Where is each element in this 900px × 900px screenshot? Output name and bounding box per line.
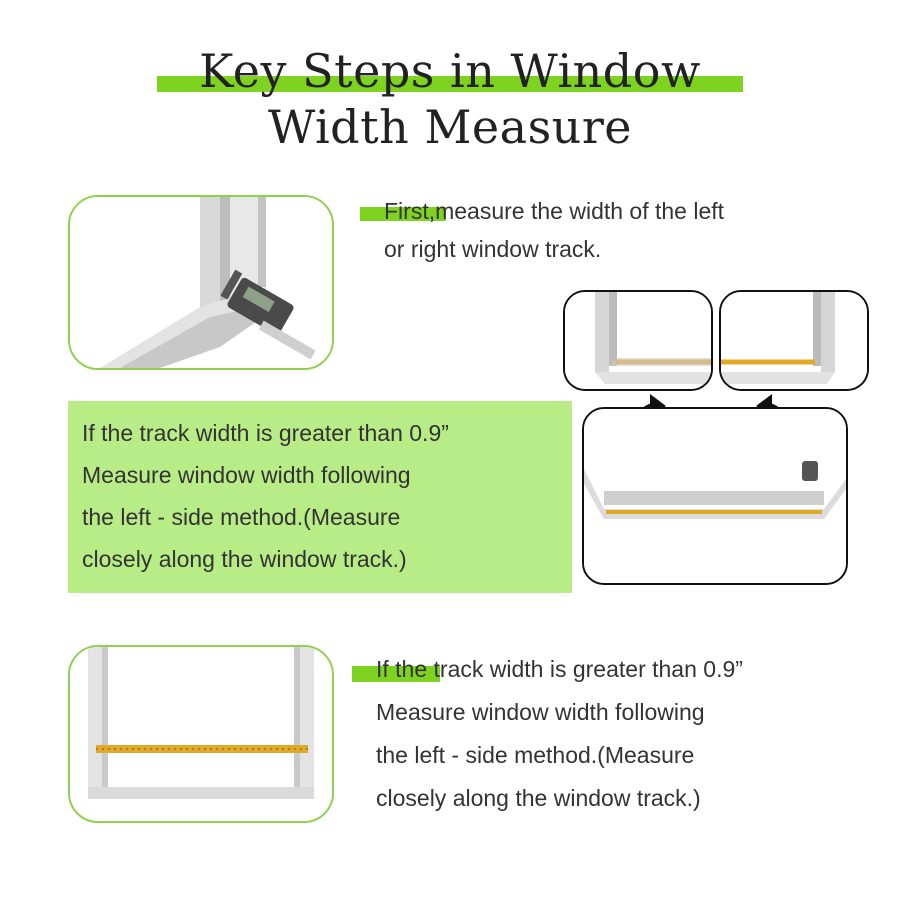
caliper-measure-photo [68, 195, 334, 370]
step2-line: Measure window width following [82, 462, 411, 488]
step3-line: Measure window width following [376, 699, 705, 725]
tape-measure-icon [96, 745, 308, 753]
page-title-line1: Key Steps in Window [199, 44, 701, 98]
step1-line1: measure the width of the left [435, 198, 725, 224]
step2-text [82, 412, 562, 580]
page-title-line2: Width Measure [267, 100, 633, 154]
step2-line: closely along the window track.) [82, 546, 407, 572]
step3-text [376, 648, 856, 820]
step1-highlight-word: First, [384, 198, 436, 224]
step3-line: the left - side method.(Measure [376, 742, 695, 768]
step1-text [384, 192, 854, 268]
step1-line2: or right window track. [384, 236, 602, 262]
step2-line: If the track width is greater than 0.9” [82, 420, 449, 446]
right-track-closeup [719, 290, 869, 391]
tape-measure-photo [68, 645, 334, 823]
step3-highlight-word: If the [376, 656, 428, 682]
step3-line1: track width is greater than 0.9” [427, 656, 743, 682]
left-track-closeup [563, 290, 713, 391]
step2-line: the left - side method.(Measure [82, 504, 401, 530]
step3-line: closely along the window track.) [376, 785, 701, 811]
full-track-photo [582, 407, 848, 585]
